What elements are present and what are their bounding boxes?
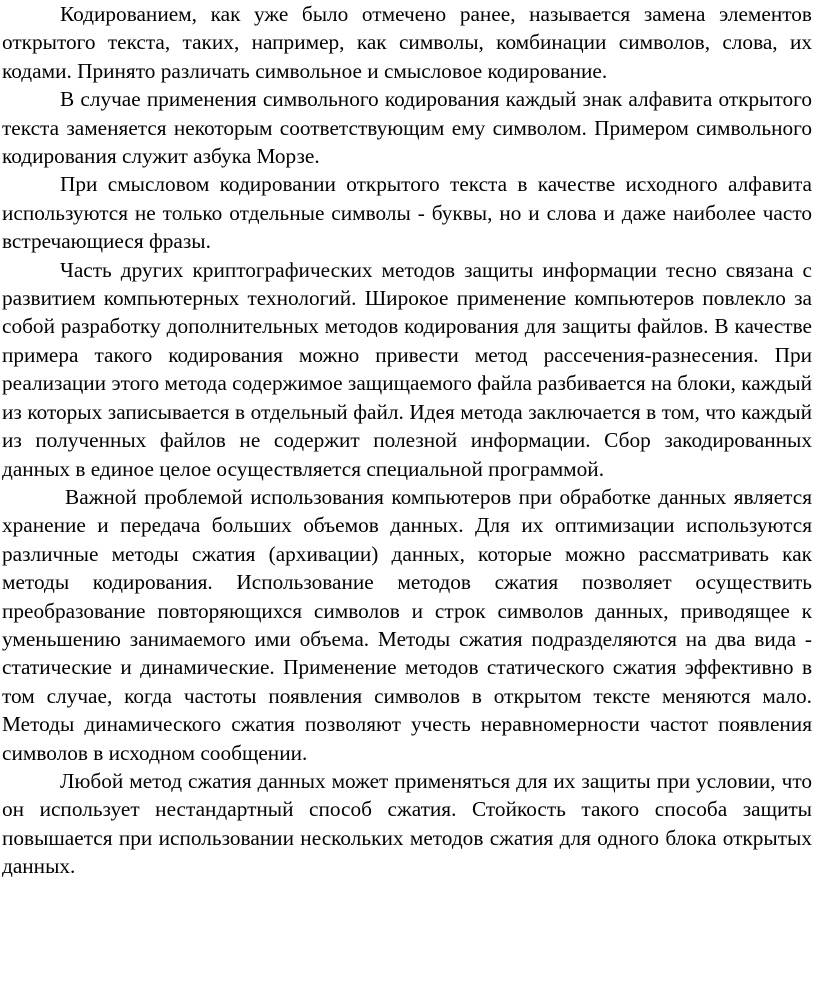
paragraph-coding-definition: Кодированием, как уже было отмечено ранее, называется замена элементов открытого текста, таких, например, как символы, комбинации символов, слова, их кодами. Принято различать символьное и смысловое кодирование. — [2, 2, 812, 83]
paragraph-compression-protection: Любой метод сжатия данных может применяться для их защиты при условии, что он использует нестандартный способ сжатия. Стойкость такого способа защиты повышается при использовании нескольких методов сжатия для одного блока открытых данных. — [2, 768, 812, 879]
paragraph-compression-methods: Важной проблемой использования компьютеров при обработке данных является хранение и передача больших объемов данных. Для их оптимизации используются различные методы сжатия (архивации) данных, которые можно рассматривать как методы кодирования. Использование методов сжатия позволяет осуществить преобразование повторяющихся символов и строк символов данных, приводящее к уменьшению занимаемого ими объема. Методы сжатия подразделяются на два вида - статические и динамические. Применение методов статического сжатия эффективно в том случае, когда частоты появления символов в открытом тексте меняются мало. Методы динамического сжатия позволяют учесть неравномерности частот появления символов в исходном сообщении. — [2, 484, 812, 765]
paragraph-split-scatter-method: Часть других криптографических методов защиты информации тесно связана с развитием компьютерных технологий. Широкое применение компьютеров повлекло за собой разработку дополнительных методов кодирования для защиты файлов. В качестве примера такого кодирования можно привести метод рассечения-разнесения. При реализации этого метода содержимое защищаемого файла разбивается на блоки, каждый из которых записывается в отдельный файл. Идея метода заключается в том, что каждый из полученных файлов не содержит полезной информации. Сбор закодированных данных в единое целое осуществляется специальной программой. — [2, 257, 812, 481]
paragraph-semantic-coding: При смысловом кодировании открытого текста в качестве исходного алфавита используются не только отдельные символы - буквы, но и слова и даже наиболее часто встречающиеся фразы. — [2, 172, 812, 254]
paragraph-symbol-coding: В случае применения символьного кодирования каждый знак алфавита открытого текста заменяется некоторым соответствующим ему символом. Примером символьного кодирования служит азбука Морзе. — [2, 87, 812, 169]
